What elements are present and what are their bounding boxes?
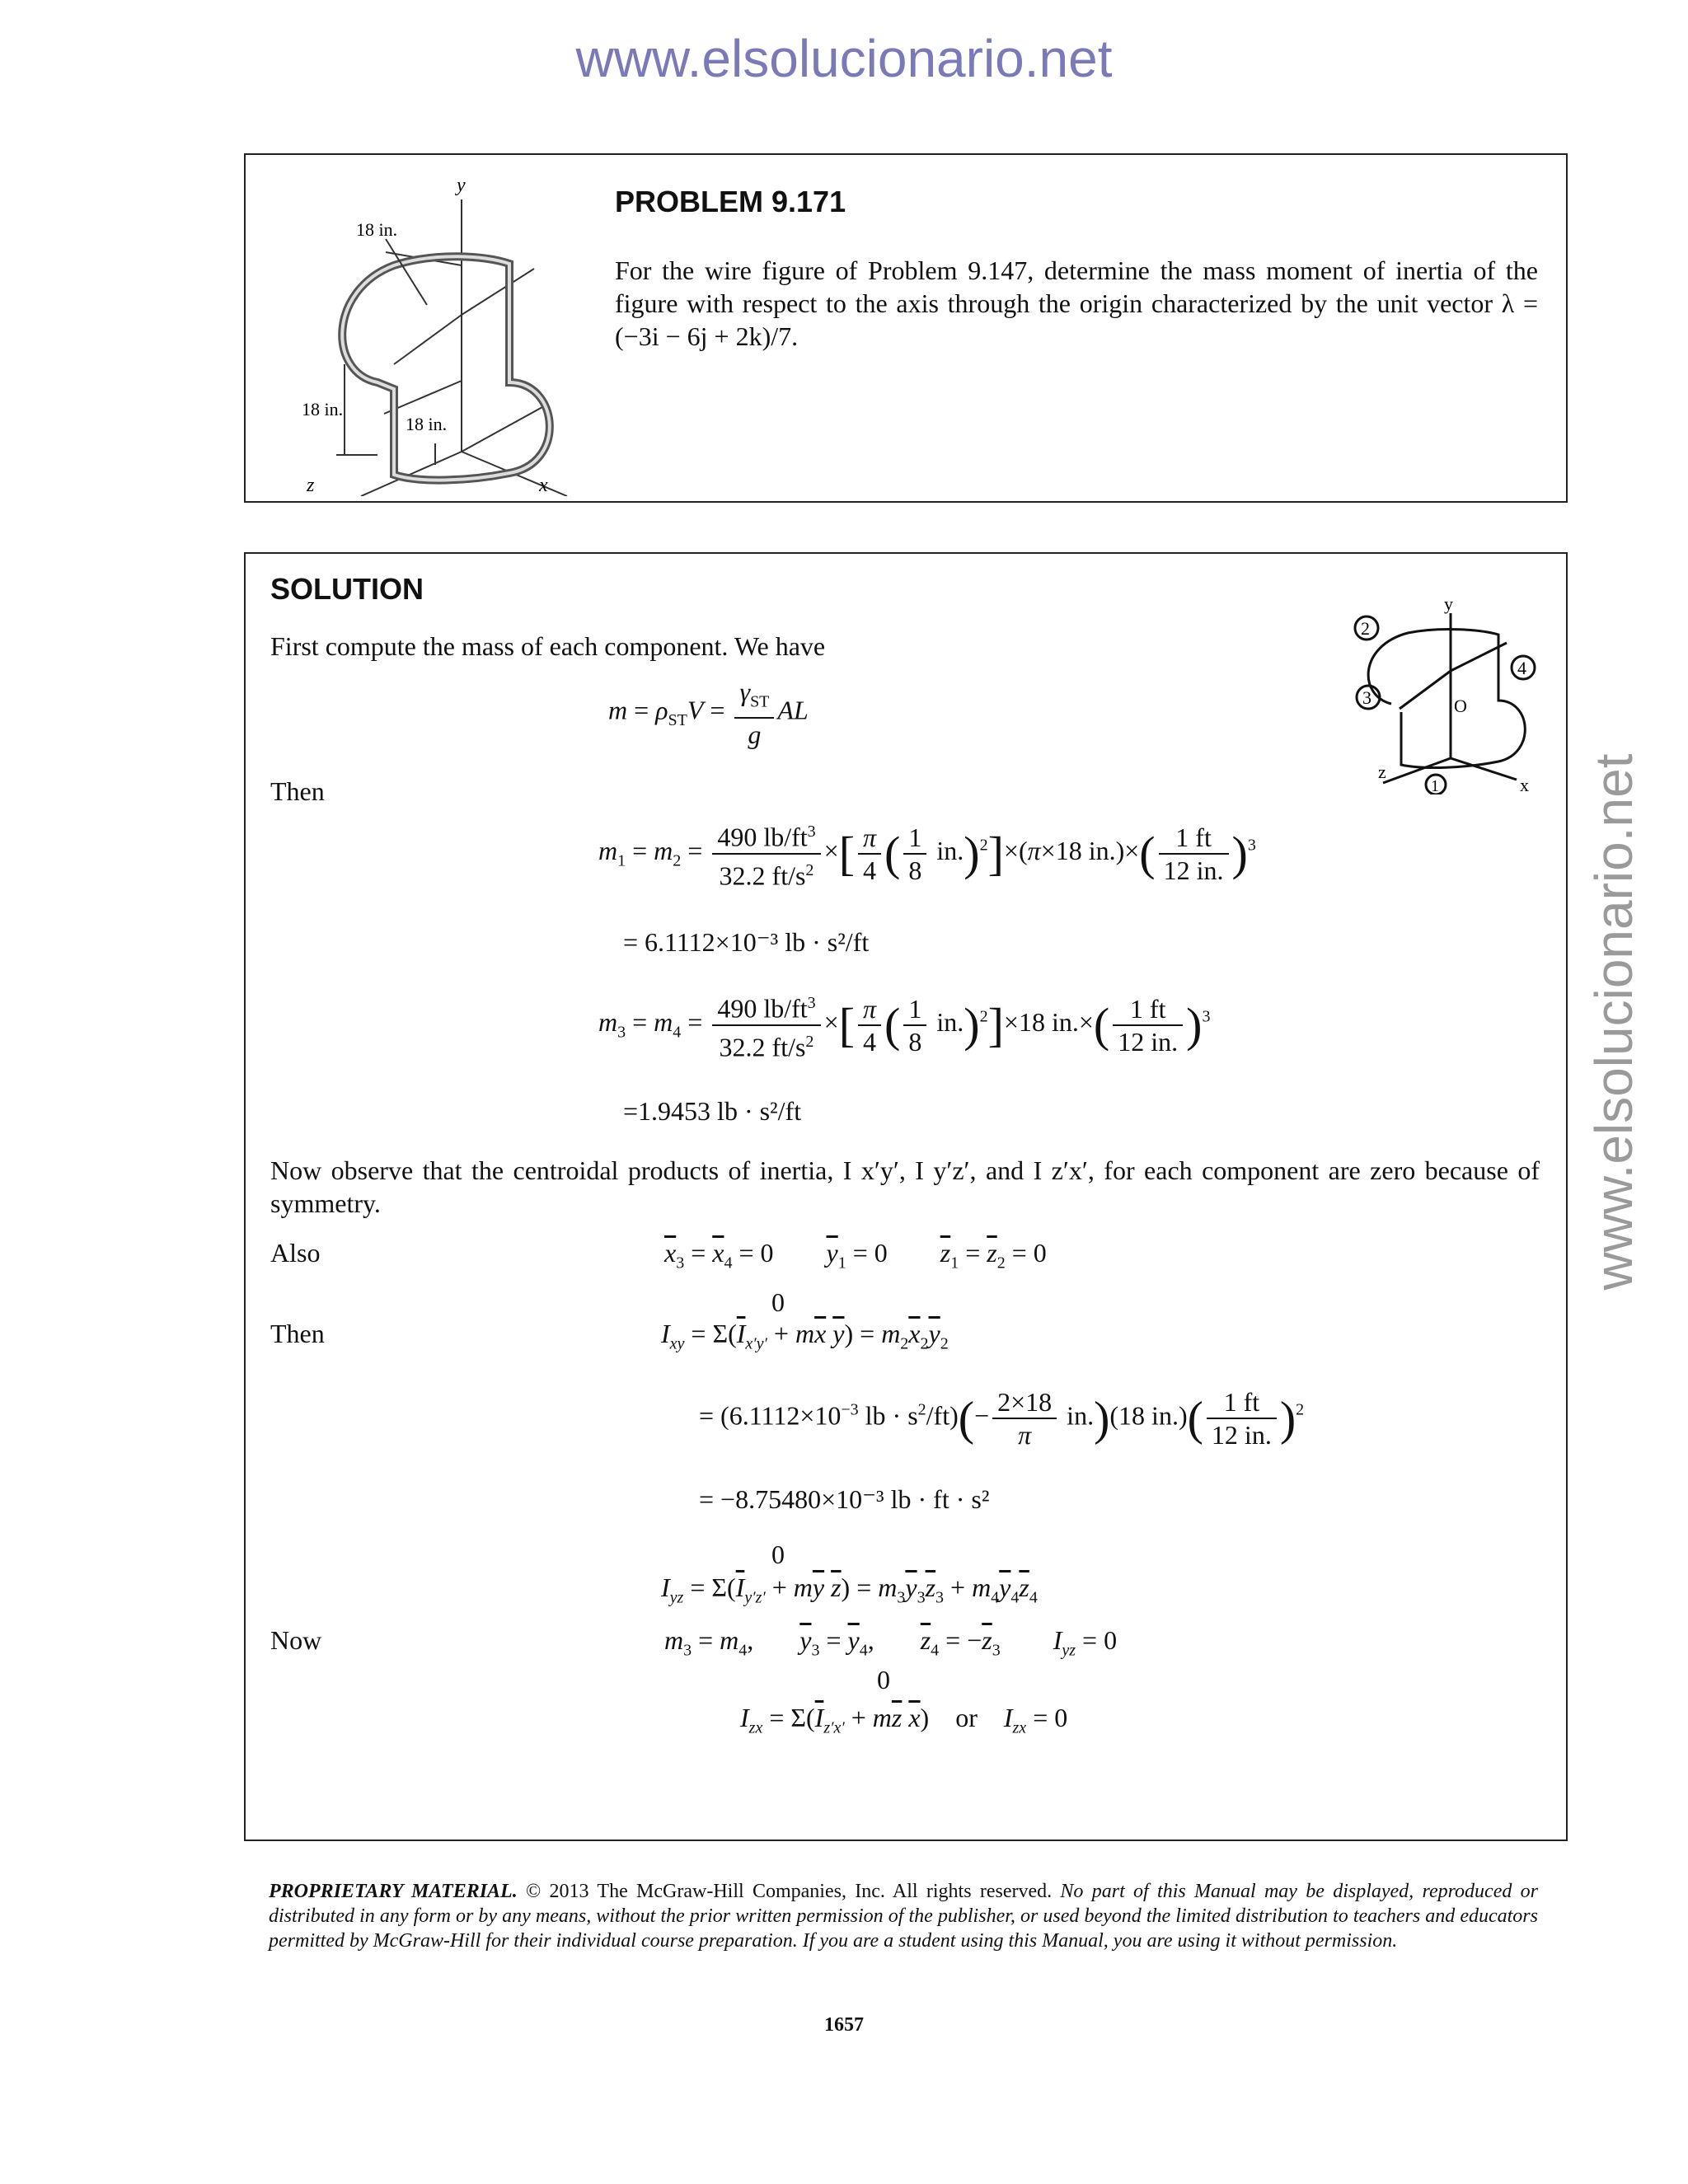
solution-title: SOLUTION xyxy=(270,572,424,606)
eq-ixy-substitution: = ($6.1112\times 10^{-3}$ lb · $s^2/ft)(-$ $\frac{2\times 18}{\pi}$ in.)(18 in.)( $\frac{1 ft}{12 in.}$ )$^2$ xyxy=(699,1387,1305,1450)
label-then-2: Then xyxy=(270,1319,325,1348)
eq-m1-result: = 6.1112×10⁻³ lb · s²/ft xyxy=(623,927,870,957)
sketch-label-2: 2 xyxy=(1361,618,1370,639)
eq-mass-definition: $m = \rho_{ST}V$ = $\frac{\gamma_{ST}}{g}$ AL xyxy=(608,677,809,750)
copyright-footer xyxy=(269,1879,1538,1953)
symmetry-text: Now observe that the centroidal products of inertia, I x′y′, I y′z′, and I z′x′, for each component are zero because of symmetry. xyxy=(270,1155,1540,1218)
sketch-label-y: y xyxy=(1444,597,1453,614)
figure-label-h-left: 18 in. xyxy=(302,399,344,419)
sketch-label-x: x xyxy=(1520,775,1529,794)
component-sketch xyxy=(1334,597,1540,794)
figure-label-y: y xyxy=(457,175,466,196)
eq-izx: $I_{zx} = \Sigma(\overline{I}_{z'x'} + m\overline{z}$ $\overline{x}$) or $I_{zx} = 0$ xyxy=(740,1703,1068,1737)
label-also: Also xyxy=(270,1238,321,1268)
footer-normal: © 2013 The McGraw-Hill Companies, Inc. All rights reserved. xyxy=(517,1881,1053,1902)
eq-m3-m4: $m_3 = m_4$ = $\frac{490 lb/ft^3}{32.2 ft/s^2}$ ×[ $\frac{\pi}{4}$ ( $\frac{1}{8}$ in.)$^2$]×18 in.×( $\frac{1 ft}{12 in.}$ )$^3$ xyxy=(598,987,1210,1062)
or-word: or xyxy=(955,1703,978,1732)
solution-box xyxy=(244,552,1568,1841)
figure-label-z: z xyxy=(307,475,315,496)
sketch-label-z: z xyxy=(1378,762,1386,782)
wire-figure xyxy=(295,166,575,496)
eq-iyz: $I_{yz} = \Sigma(\overline{I}_{y'z'} + m\overline{y}$ $\overline{z}) = m_3\overline{y}_3\overline{z}_3 + m_4\overline{y}_4\overline{z}_4$ xyxy=(661,1572,1038,1607)
eq-now-relations: $m_3 = m_4$, $\overline{y}_3 = \overline{y}_4$, $\overline{z}_4 = -\overline{z}_3$ $I_{yz} = 0$ xyxy=(664,1625,1118,1660)
eq-ixy-result: = −8.75480×10⁻³ lb · ft · s² xyxy=(699,1484,990,1514)
eq-m3-result: =1.9453 lb · s²/ft xyxy=(623,1096,802,1126)
eq-centroid-zeros: $\overline{x}_3 = \overline{x}_4 = 0$ $\overline{y}_1 = 0$ $\overline{z}_1 = \overline{z}_2 = 0$ xyxy=(664,1238,1047,1272)
eq-iyz-zero-mark: 0 xyxy=(771,1540,785,1569)
page-number: 1657 xyxy=(824,2014,864,2036)
footer-bold: PROPRIETARY MATERIAL. xyxy=(269,1881,518,1902)
eq-ixy: $I_{xy} = \Sigma(\overline{I}_{x'y'} + m\overline{x}$ $\overline{y}) = m_2\overline{x}_2\overline{y}_2$ xyxy=(661,1319,949,1353)
figure-label-x: x xyxy=(539,475,548,496)
sketch-label-4: 4 xyxy=(1517,658,1526,678)
watermark-side: www.elsolucionario.net xyxy=(1584,753,1643,1291)
watermark-top: www.elsolucionario.net xyxy=(575,29,1113,88)
sketch-label-o: O xyxy=(1454,696,1467,716)
problem-box xyxy=(244,153,1568,503)
eq-m1-m2: $m_1 = m_2$ = $\frac{490 lb/ft^3}{32.2 ft/s^2}$ ×[ $\frac{\pi}{4}$ ( $\frac{1}{8}$ in.)$^2$]×(π×18 in.)×( $\frac{1 ft}{12 in.}$ )$^3$ xyxy=(598,816,1256,891)
footer-italic: No part of this Manual may be displayed, reproduced or distributed in any form or by any means, without the prior written permission of the publisher, or used beyond the limited distribution to teachers and educators permitted by McGraw-Hill for their individual course preparation. If you are a student using this Manual, you are using it without permission. xyxy=(269,1881,1538,1952)
label-now: Now xyxy=(270,1625,322,1655)
eq-ixy-zero-mark: 0 xyxy=(771,1287,785,1317)
sketch-label-3: 3 xyxy=(1362,687,1372,708)
figure-label-r-top: 18 in. xyxy=(356,219,398,240)
label-then-1: Then xyxy=(270,776,325,806)
sketch-label-1: 1 xyxy=(1431,777,1439,794)
eq-izx-zero-mark: 0 xyxy=(877,1665,890,1694)
problem-title: PROBLEM 9.171 xyxy=(615,185,846,218)
figure-label-r-bottom: 18 in. xyxy=(406,414,448,434)
solution-intro: First compute the mass of each component. We have xyxy=(270,631,826,661)
problem-text: For the wire figure of Problem 9.147, determine the mass moment of inertia of the figure with respect to the axis through the origin characterized by the unit vector λ = (−3i − 6j + 2k)/7. xyxy=(615,255,1538,351)
